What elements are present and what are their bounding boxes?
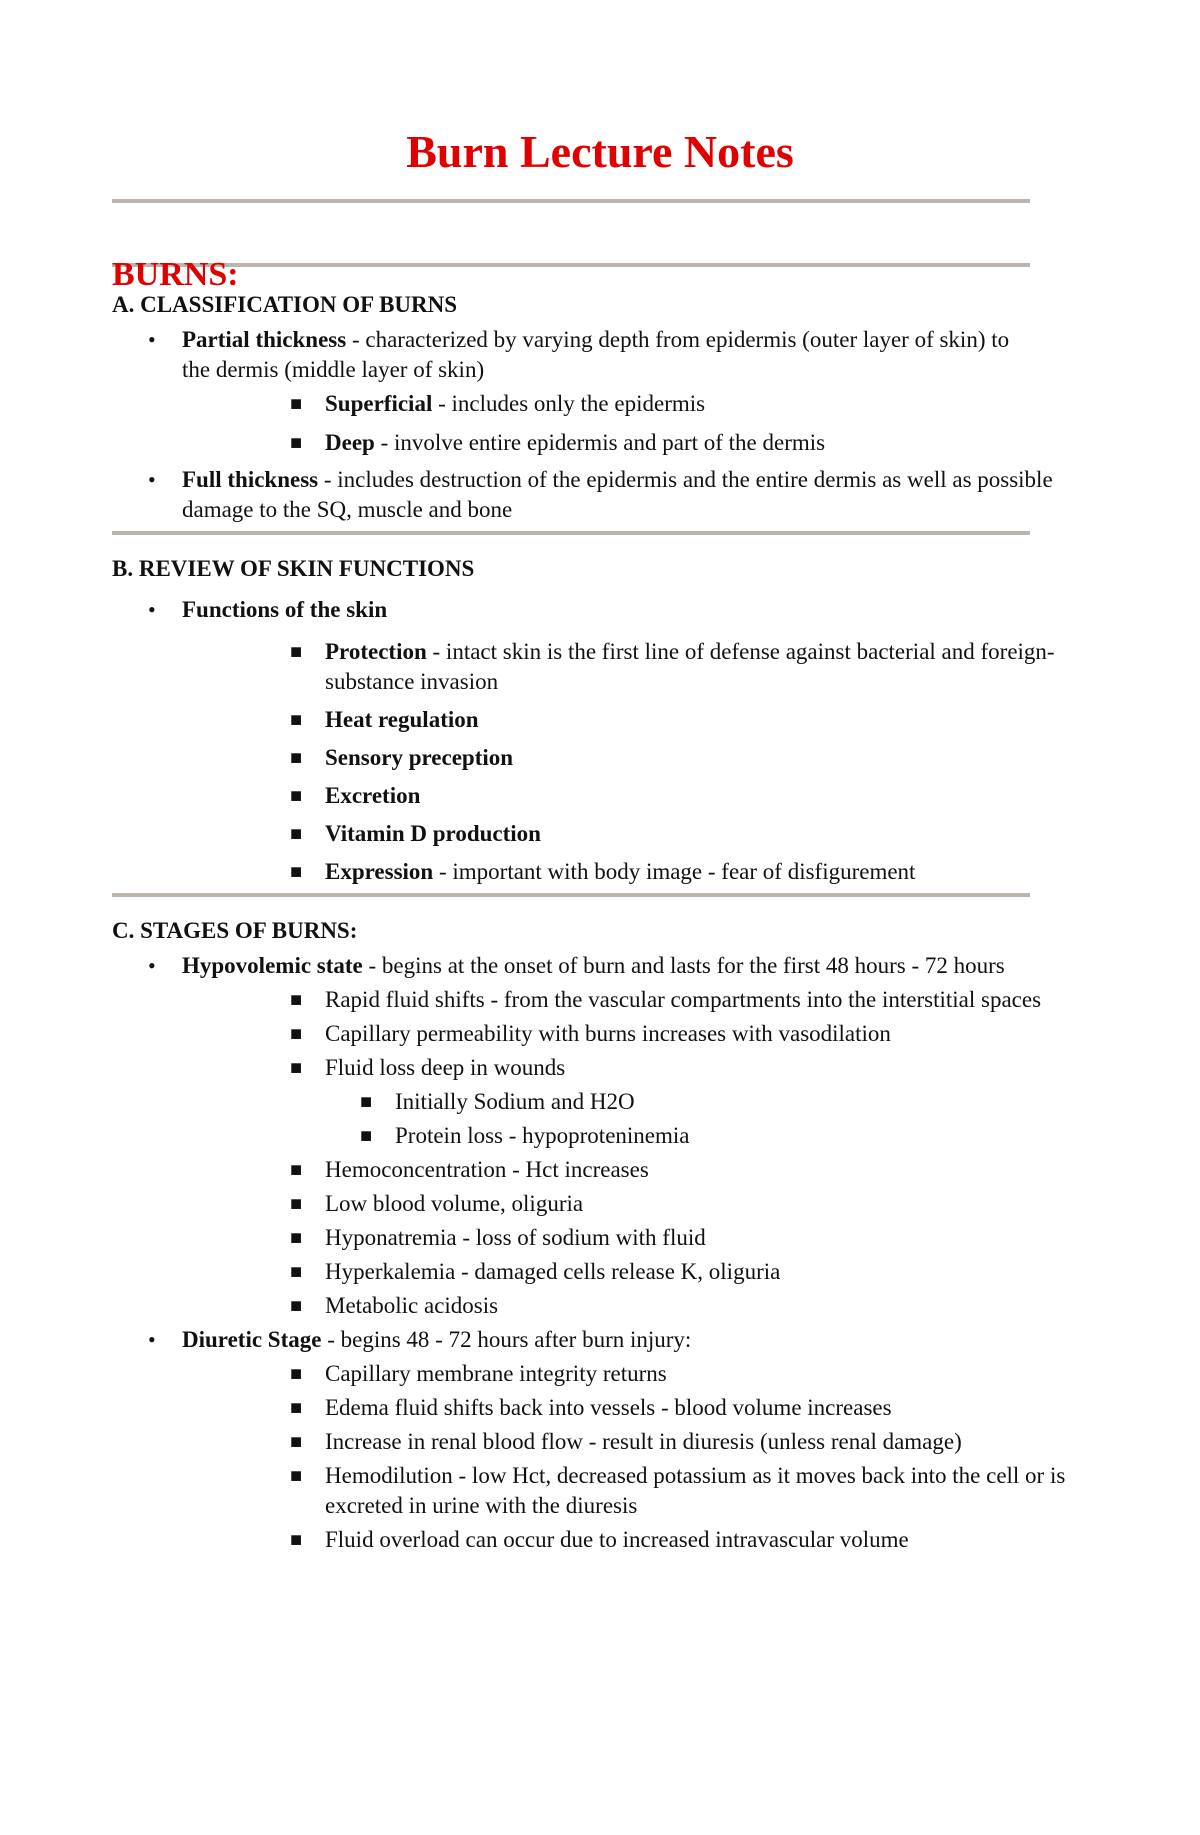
square-bullet-icon: ■ bbox=[290, 432, 303, 454]
section-c-heading: C. STAGES OF BURNS: bbox=[112, 918, 358, 943]
list-item-rapid-fluid-shifts: ■ Rapid fluid shifts - from the vascular compartments into the interstitial spaces bbox=[112, 985, 1092, 1015]
list-item-low-blood-volume: ■ Low blood volume, oliguria bbox=[112, 1189, 1092, 1219]
list-item-hemoconcentration: ■ Hemoconcentration - Hct increases bbox=[112, 1155, 1092, 1185]
list-item-sensory-preception: ■ Sensory preception bbox=[112, 743, 1092, 773]
list-item-metabolic-acidosis: ■ Metabolic acidosis bbox=[112, 1291, 1092, 1321]
square-bullet-icon: ■ bbox=[290, 861, 303, 883]
square-bullet-icon: ■ bbox=[290, 747, 303, 769]
bullet-icon: • bbox=[148, 1327, 156, 1352]
square-bullet-icon: ■ bbox=[290, 1159, 303, 1181]
section-b-heading: B. REVIEW OF SKIN FUNCTIONS bbox=[112, 556, 475, 581]
square-bullet-icon: ■ bbox=[290, 1465, 303, 1487]
list-item-vitamin-d: ■ Vitamin D production bbox=[112, 819, 1092, 849]
list-item-hyperkalemia: ■ Hyperkalemia - damaged cells release K, oliguria bbox=[112, 1257, 1092, 1287]
bullet-icon: • bbox=[148, 953, 156, 978]
list-item-capillary-membrane: ■ Capillary membrane integrity returns bbox=[112, 1359, 1092, 1389]
list-item-functions-of-skin: • Functions of the skin bbox=[112, 595, 1012, 625]
square-bullet-icon: ■ bbox=[290, 1431, 303, 1453]
section-b-divider bbox=[112, 893, 1030, 897]
list-item-fluid-overload: ■ Fluid overload can occur due to increased intravascular volume bbox=[112, 1525, 1092, 1555]
square-bullet-icon: ■ bbox=[290, 1397, 303, 1419]
document-title: Burn Lecture Notes bbox=[406, 126, 794, 177]
list-item-sodium-h2o: ■ Initially Sodium and H2O bbox=[112, 1087, 1092, 1117]
square-bullet-icon: ■ bbox=[290, 1023, 303, 1045]
bullet-icon: • bbox=[148, 467, 156, 492]
burns-heading: BURNS: bbox=[112, 256, 239, 293]
list-item-hypovolemic-state: • Hypovolemic state - begins at the onset of burn and lasts for the first 48 hours - 72 hours bbox=[112, 951, 1012, 981]
list-item-capillary-permeability: ■ Capillary permeability with burns increases with vasodilation bbox=[112, 1019, 1092, 1049]
square-bullet-icon: ■ bbox=[290, 1227, 303, 1249]
list-item-full-thickness: • Full thickness - includes destruction of the epidermis and the entire dermis as well as possible damage to the SQ, muscle and bone bbox=[148, 467, 1053, 522]
square-bullet-icon: ■ bbox=[290, 1057, 303, 1079]
square-bullet-icon: ■ bbox=[290, 1193, 303, 1215]
square-bullet-icon: ■ bbox=[290, 393, 303, 415]
list-item-heat-regulation: ■ Heat regulation bbox=[112, 705, 1092, 735]
list-item-hyponatremia: ■ Hyponatremia - loss of sodium with fluid bbox=[112, 1223, 1092, 1253]
section-a-heading: A. CLASSIFICATION OF BURNS bbox=[112, 292, 458, 317]
list-item-renal-blood-flow: ■ Increase in renal blood flow - result in diuresis (unless renal damage) bbox=[112, 1427, 1092, 1457]
list-item-protection: ■ Protection - intact skin is the first line of defense against bacterial and foreign-substance invasion bbox=[290, 639, 1055, 694]
list-item-partial-thickness: • Partial thickness - characterized by varying depth from epidermis (outer layer of skin) to the dermis (middle layer of skin) bbox=[148, 327, 1010, 382]
square-bullet-icon: ■ bbox=[290, 823, 303, 845]
list-item-deep: ■ Deep - involve entire epidermis and part of the dermis bbox=[112, 428, 1092, 458]
bullet-icon: • bbox=[148, 327, 156, 352]
list-item-edema-fluid: ■ Edema fluid shifts back into vessels - blood volume increases bbox=[112, 1393, 1092, 1423]
list-item-fluid-loss: ■ Fluid loss deep in wounds bbox=[112, 1053, 1092, 1083]
square-bullet-icon: ■ bbox=[360, 1125, 373, 1147]
square-bullet-icon: ■ bbox=[290, 785, 303, 807]
bullet-icon: • bbox=[148, 597, 156, 622]
square-bullet-icon: ■ bbox=[290, 641, 303, 663]
list-item-superficial: ■ Superficial - includes only the epidermis bbox=[112, 389, 1092, 419]
title-divider bbox=[112, 199, 1030, 203]
square-bullet-icon: ■ bbox=[290, 1261, 303, 1283]
square-bullet-icon: ■ bbox=[290, 1529, 303, 1551]
list-item-expression: ■ Expression - important with body image - fear of disfigurement bbox=[112, 857, 1092, 887]
square-bullet-icon: ■ bbox=[290, 989, 303, 1011]
square-bullet-icon: ■ bbox=[290, 709, 303, 731]
square-bullet-icon: ■ bbox=[290, 1363, 303, 1385]
list-item-hemodilution: ■ Hemodilution - low Hct, decreased potassium as it moves back into the cell or is excreted in urine with the diuresis bbox=[290, 1463, 1066, 1518]
list-item-excretion: ■ Excretion bbox=[112, 781, 1092, 811]
section-a-divider bbox=[112, 531, 1030, 535]
square-bullet-icon: ■ bbox=[360, 1091, 373, 1113]
list-item-protein-loss: ■ Protein loss - hypoproteninemia bbox=[112, 1121, 1092, 1151]
square-bullet-icon: ■ bbox=[290, 1295, 303, 1317]
list-item-diuretic-stage: • Diuretic Stage - begins 48 - 72 hours after burn injury: bbox=[112, 1325, 1012, 1355]
